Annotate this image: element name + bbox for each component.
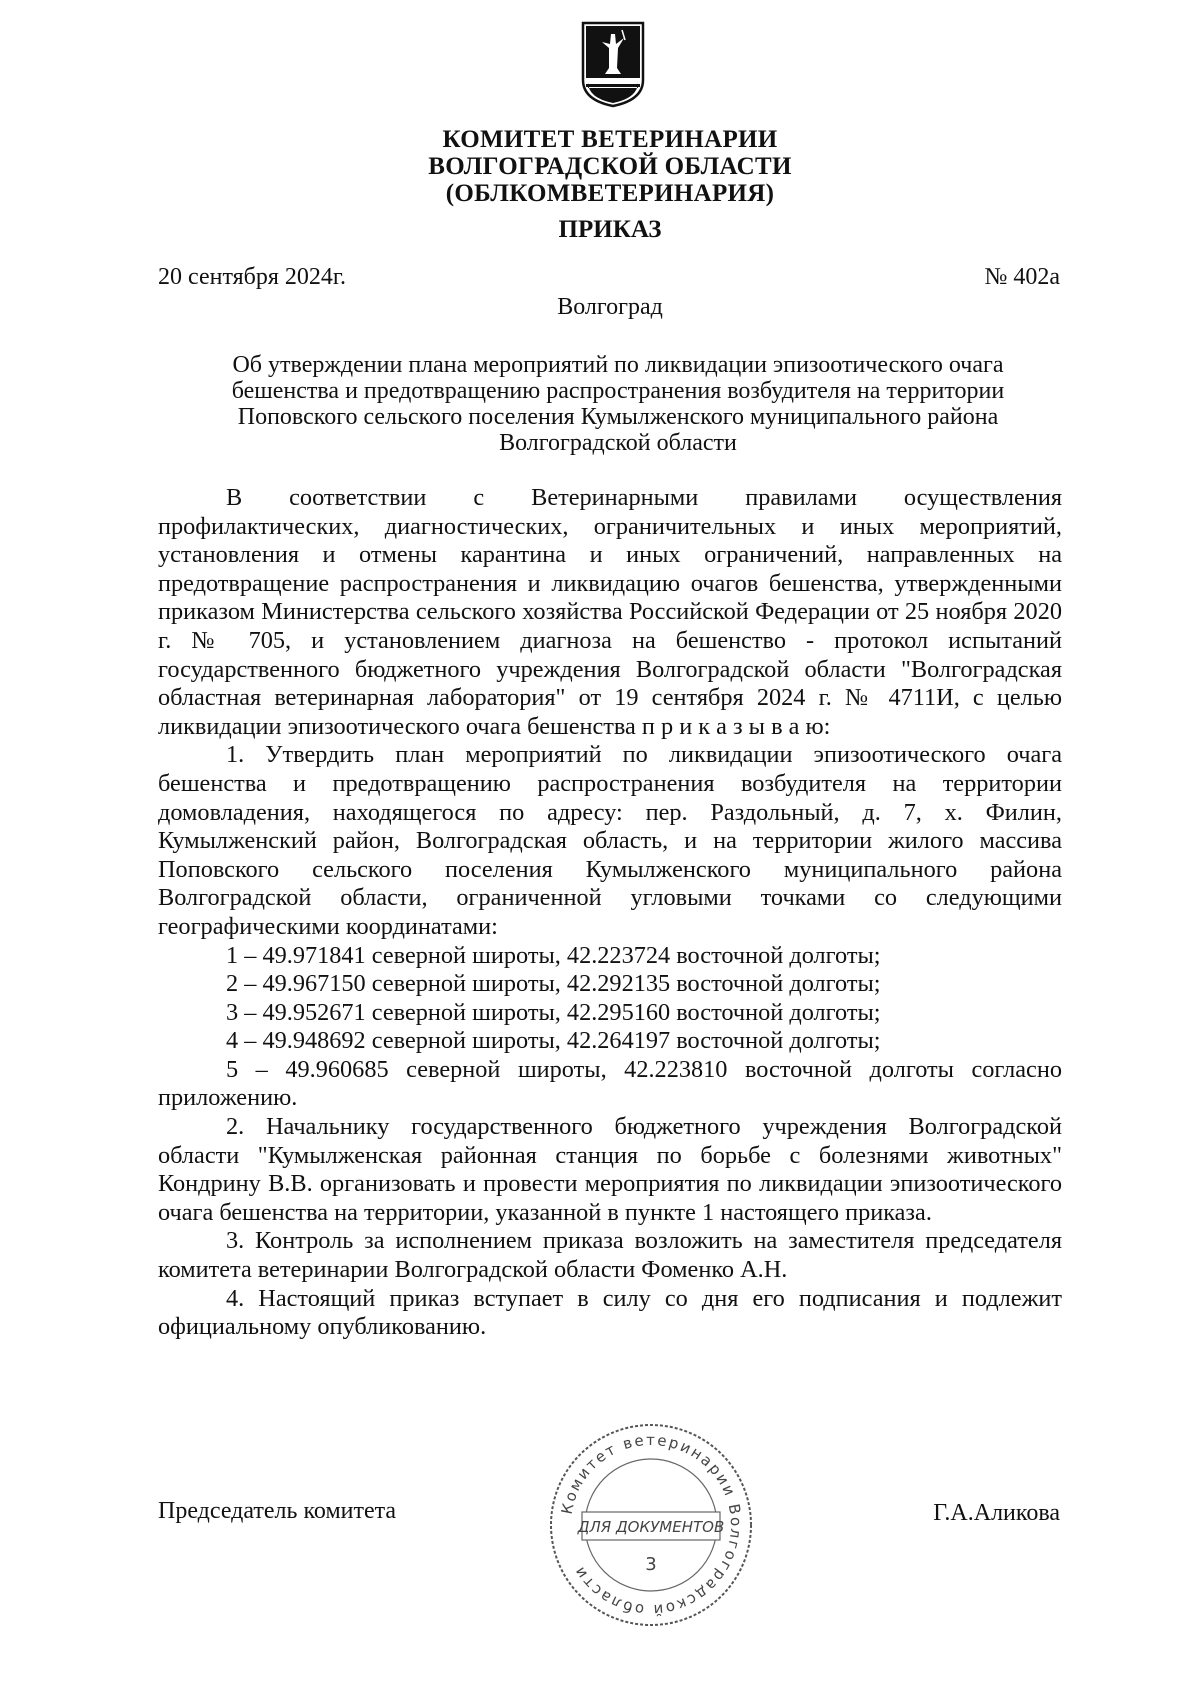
item-1-paragraph: 1. Утвердить план мероприятий по ликвидации эпизоотического очага бешенства и предотвращению распространения возбудителя на территории домовладения, находящегося по адресу: пер. Раздольный, д. 7, х. Филин, Кумылженский район, Волгоградская область, и на территории жилого массива Поповского сельского поселения Кумылженского муниципального района Волгоградской области, ограниченной угловыми точками со следующими географическими координатами:: [158, 741, 1062, 940]
document-title: [168, 352, 1068, 456]
org-name-line2: ВОЛГОГРАДСКОЙ ОБЛАСТИ: [428, 153, 792, 180]
official-stamp: [546, 1420, 756, 1630]
signatory-position: Председатель комитета: [158, 1498, 397, 1524]
preamble-paragraph: В соответствии с Ветеринарными правилами осуществления профилактических, диагностических, ограничительных и иных мероприятий, установления и отмены карантина и иных ограничений, направленных на предотвращение распространения и ликвидацию очагов бешенства, утвержденными приказом Министерства сельского хозяйства Российской Федерации от 25 ноября 2020 г. № 705, и установлением диагноза на бешенство - протокол испытаний государственного бюджетного учреждения Волгоградской области "Волгоградская областная ветеринарная лаборатория" от 19 сентября 2024 г. № 4711И, с целью ликвидации эпизоотического очага бешенства п р и к а з ы в а ю:: [158, 484, 1062, 740]
org-name-line3: (ОБЛКОМВЕТЕРИНАРИЯ): [445, 180, 775, 207]
title-line: Об утверждении плана мероприятий по ликвидации эпизоотического очага: [232, 352, 1004, 378]
coordinate-point: 2 – 49.967150 северной широты, 42.292135 восточной долготы;: [226, 970, 881, 998]
document-number: № 402а: [984, 264, 1060, 290]
coordinate-point: 1 – 49.971841 северной широты, 42.223724 восточной долготы;: [226, 941, 881, 969]
title-line: Поповского сельского поселения Кумылженского муниципального района: [237, 404, 999, 430]
item-4-paragraph: 4. Настоящий приказ вступает в силу со дня его подписания и подлежит официальному опубликованию.: [158, 1284, 1062, 1341]
coordinate-point: 4 – 49.948692 северной широты, 42.264197 восточной долготы;: [226, 1027, 881, 1055]
document-city: Волгоград: [557, 294, 663, 320]
coordinate-point-5: 5 – 49.960685 северной широты, 42.223810 восточной долготы согласно приложению.: [158, 1055, 1062, 1112]
coordinate-point: 3 – 49.952671 северной широты, 42.295160 восточной долготы;: [226, 998, 881, 1026]
document-type: ПРИКАЗ: [558, 216, 662, 243]
document-body: [158, 484, 1062, 1342]
coat-of-arms-icon: [580, 20, 646, 108]
item-2-paragraph: 2. Начальнику государственного бюджетного учреждения Волгоградской области "Кумылженская районная станция по борьбе с болезнями животных" Кондрину В.В. организовать и провести мероприятия по ликвидации эпизоотического очага бешенства на территории, указанной в пункте 1 настоящего приказа.: [158, 1113, 1062, 1226]
stamp-ring-text: Комитет ветеринарии Волгоградской области: [557, 1430, 746, 1620]
stamp-number: 3: [645, 1554, 657, 1575]
document-date: 20 сентября 2024г.: [158, 264, 347, 290]
item-3-paragraph: 3. Контроль за исполнением приказа возложить на заместителя председателя комитета ветеринарии Волгоградской области Фоменко А.Н.: [158, 1227, 1062, 1284]
org-name-line1: КОМИТЕТ ВЕТЕРИНАРИИ: [442, 126, 778, 153]
title-line: Волгоградской области: [499, 430, 737, 456]
signatory-name: Г.А.Аликова: [933, 1500, 1060, 1526]
title-line: бешенства и предотвращению распространения возбудителя на территории: [231, 378, 1005, 404]
stamp-center-text: ДЛЯ ДОКУМЕНТОВ: [577, 1518, 725, 1536]
